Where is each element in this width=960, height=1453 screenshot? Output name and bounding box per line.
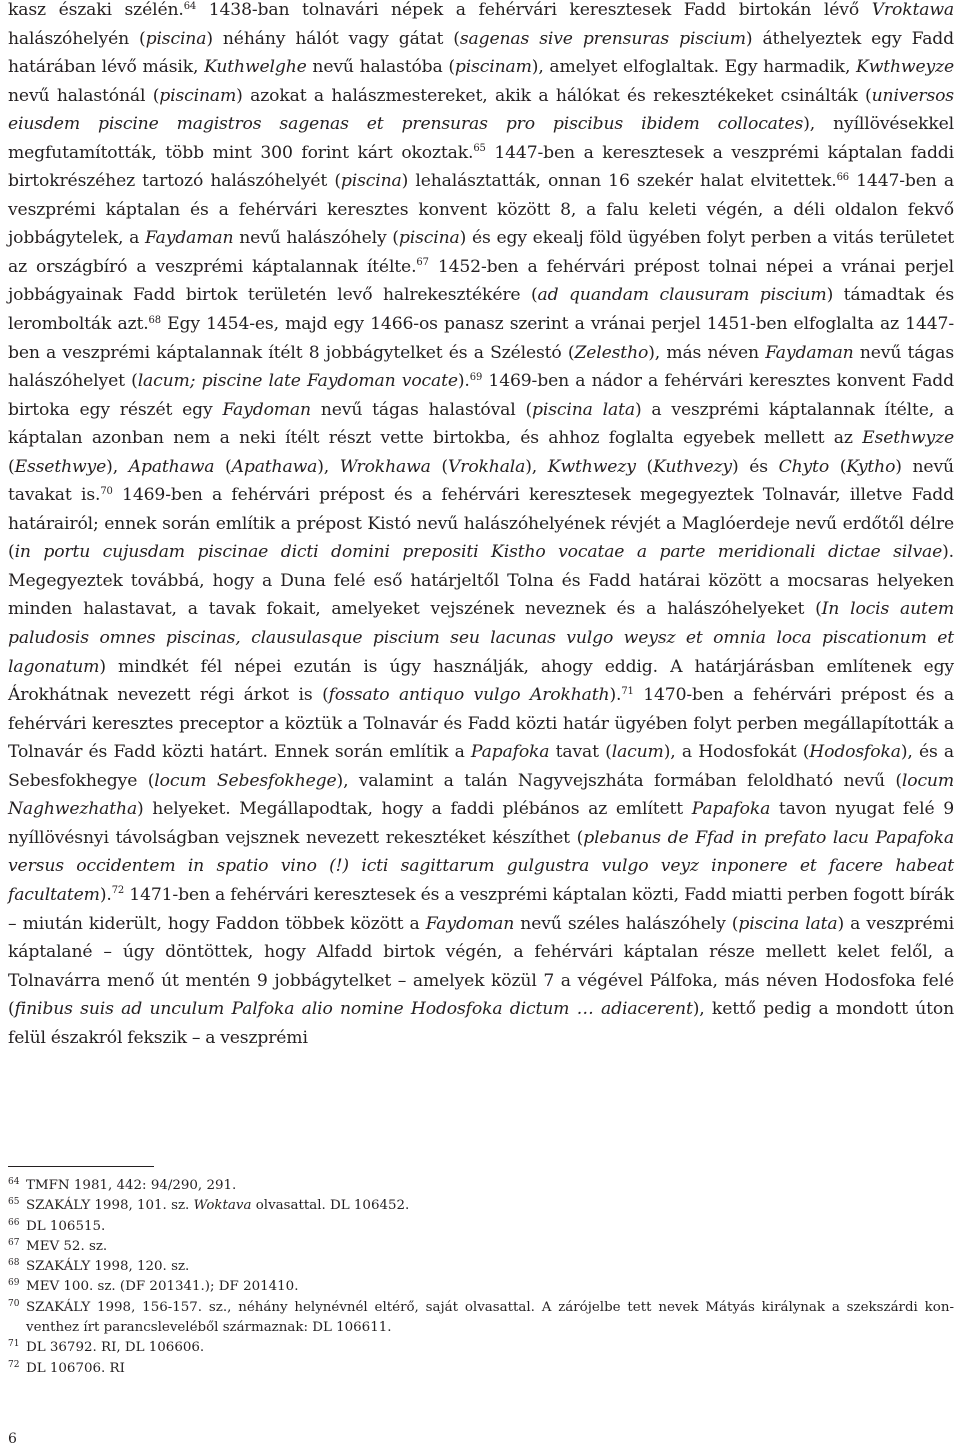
text-run: ) mindkét fél népei ezután is úgy használják, ahogy eddig. A határjárásban említenek egy Árokhátnak nevezett régi árkot is (	[8, 656, 954, 706]
italic-text: finibus suis ad unculum Palfoka alio nomine Hodosfoka dictum … adiacerent	[14, 999, 693, 1020]
italic-text: in portu cujusdam piscinae dicti domini prepositi Kistho vocatae a parte meridionali dictae silvae	[14, 542, 943, 563]
italic-text: Apathawa	[231, 456, 318, 477]
italic-text: Kuthwelghe	[204, 57, 307, 78]
footnote-number: 71	[8, 1339, 20, 1350]
text-run: (	[8, 456, 15, 477]
italic-text: Papafoka	[470, 742, 550, 763]
italic-text: Kytho	[846, 456, 896, 477]
italic-text: Faydaman	[145, 228, 234, 249]
text-run: ) néhány hálót vagy gátat (	[206, 28, 460, 49]
footnote-ref: 71	[621, 685, 634, 697]
text-run: ), amelyet elfoglaltak. Egy harmadik,	[531, 57, 856, 78]
italic-text: plebanus de Ffad in prefato lacu Papafoka versus occidentem in spatio vino (!) icti sagittarum gulgustra vulgo veyz inponere et facere habeat facultatem	[8, 827, 954, 905]
italic-text: piscinam	[159, 85, 237, 106]
italic-text: Faydaman	[765, 342, 854, 363]
italic-text: fossato antiquo vulgo Arokhath	[328, 685, 610, 706]
italic-text: Chyto	[778, 456, 830, 477]
text-run: ).	[99, 884, 112, 905]
text-run: tavon nyugat felé 9 nyíllövésnyi távolságban vejsznek nevezett rekesztéket készíthet (	[8, 799, 954, 848]
text-run: DL 106706. RI	[26, 1360, 125, 1376]
italic-text: universos eiusdem piscine magistros sagenas et prensuras pro piscibus ibidem collocates	[8, 85, 954, 135]
footnote-ref: 72	[111, 885, 125, 897]
text-run: ) és	[731, 456, 779, 477]
text-run: kasz északi szélén.	[8, 0, 184, 20]
text-run: ) nevű tavakat is.	[8, 456, 954, 506]
italic-text: piscina lata	[532, 399, 635, 420]
text-run: DL 106515.	[26, 1218, 106, 1234]
footnote-number: 69	[8, 1278, 20, 1289]
page-number: 6	[8, 1431, 17, 1447]
italic-text: Papafoka	[691, 799, 771, 820]
footnote-ref: 68	[148, 314, 161, 326]
text-run: nevű halászóhely (	[233, 228, 399, 249]
text-run: nevű halastóba (	[306, 57, 455, 78]
italic-text: In locis autem paludosis omnes piscinas, clausulasque piscium seu lacunas vulgo weysz et omnia loca piscationum et lagonatum	[8, 599, 954, 677]
italic-text: Vrokhala	[447, 456, 526, 477]
text-run: ). Megegyeztek továbbá, hogy a Duna felé eső határjeltől Tolna és Fadd határai között a mocsaras helyeken minden halastavat, a tavak fokait, amelyeket vejszének neveznek és a halászóhelyeket (	[8, 542, 954, 620]
text-run: Egy 1454-es, majd egy 1466-os panasz szerint a vránai perjel 1451-ben elfoglalta az 1447-ben a veszprémi káptalannak ítélt 8 jobbágytelket és a Szélestó (	[8, 314, 954, 363]
text-run: ) a veszprémi káptalané – úgy döntöttek, hogy Alfadd birtok végén, a fehérvári káptalan része mellett kelet felől, a Tolnavárra menő út mentén 9 jobbágytelket – amelyek közül 7 a végével Pálfoka, más néven Hodosfoka felé (	[8, 913, 954, 1020]
text-run: (	[829, 456, 847, 477]
text-run: ) áthelyeztek egy Fadd határában lévő másik,	[8, 28, 954, 78]
italic-text: locum Naghwezhatha	[8, 770, 954, 820]
italic-text: Faydoman	[222, 399, 311, 420]
footnote-separator	[8, 1166, 154, 1167]
text-run: (	[635, 456, 654, 477]
italic-text: Woktava	[193, 1198, 252, 1214]
text-run: DL 36792. RI, DL 106606.	[26, 1340, 205, 1356]
footnote-65	[8, 1196, 954, 1216]
footnote-number: 67	[8, 1237, 20, 1248]
text-run: MEV 100. sz. (DF 201341.); DF 201410.	[26, 1279, 299, 1295]
footnote-69	[8, 1277, 954, 1297]
text-run: ).	[609, 685, 622, 706]
text-run: ) a veszprémi káptalannak ítélte, a káptalan azonban nem a neki ítélt részt vette birtokba, és ahhoz foglalta egyebek mellett az	[8, 399, 955, 449]
text-run: ) támadtak és lerombolták azt.	[8, 285, 954, 335]
text-run: SZAKÁLY 1998, 120. sz.	[26, 1259, 190, 1275]
text-run: (	[214, 456, 232, 477]
italic-text: Kwthwezy	[547, 456, 636, 477]
italic-text: piscina	[340, 171, 402, 192]
italic-text: Apathawa	[128, 456, 215, 477]
text-run: ), nyíllövésekkel megfutamították, több mint 300 forint kárt okoztak.	[8, 114, 954, 163]
italic-text: piscina	[145, 28, 207, 49]
text-run: ) azokat a halászmestereket, akik a hálókat és rekesztékeket csinálták (	[236, 85, 872, 106]
footnotes	[8, 1176, 954, 1379]
italic-text: Wrokhawa	[339, 456, 431, 477]
footnote-68	[8, 1257, 954, 1277]
text-run: SZAKÁLY 1998, 101. sz.	[26, 1198, 194, 1214]
text-run: ), és a Sebesfokhegye (	[8, 742, 954, 791]
text-run: MEV 52. sz.	[26, 1238, 108, 1254]
footnote-number: 68	[8, 1258, 20, 1269]
text-run: 1469-ben a nádor a fehérvári keresztes konvent Fadd birtoka egy részét egy	[8, 371, 954, 420]
text-run: 1438-ban tolnavári népek a fehérvári keresztesek Fadd birtokán lévő	[196, 0, 872, 20]
text-run: SZAKÁLY 1998, 156-157. sz., néhány helynévnél eltérő, saját olvasattal. A zárójelbe tett nevek Mátyás királynak a szekszárdi konventhez írt parancsleveléből származnak: DL 106611.	[26, 1299, 954, 1336]
italic-text: piscina	[398, 228, 460, 249]
text-run: 1447-ben a keresztesek a veszprémi káptalan faddi birtokrészéhez tartozó halászóhelyét (	[8, 142, 955, 192]
text-run: ), a Hodosfokát (	[663, 742, 810, 763]
italic-text: Faydoman	[425, 913, 515, 934]
footnote-ref: 64	[183, 0, 197, 12]
text-run: ), más néven	[648, 342, 766, 363]
footnote-71	[8, 1338, 954, 1358]
italic-text: Vroktawa	[871, 0, 954, 20]
text-run: halászóhelyén (	[8, 28, 146, 49]
footnote-67	[8, 1237, 954, 1257]
italic-text: Kuthvezy	[653, 456, 732, 477]
footnote-number: 64	[8, 1177, 20, 1187]
italic-text: piscinam	[454, 57, 532, 78]
footnote-72	[8, 1359, 954, 1379]
text-run: ), kettő pedig a mondott úton felül északról fekszik – a veszprémi	[8, 999, 954, 1048]
text-run: ),	[106, 456, 129, 477]
text-run: 1470-ben a fehérvári prépost és a fehérvári keresztes preceptor a köztük a Tolnavár és Fadd közti határ ügyében folyt perben megállapították a Tolnavár és Fadd közti határt. Ennek során említik a	[8, 685, 955, 763]
italic-text: lacum	[611, 742, 664, 763]
text-run: TMFN 1981, 442: 94/290, 291.	[26, 1178, 237, 1193]
text-run: olvasattal. DL 106452.	[251, 1198, 410, 1214]
text-run: ) lehalásztatták, onnan 16 szekér halat elvitettek.	[401, 171, 837, 192]
text-run: ),	[317, 456, 340, 477]
text-run: 1452-ben a fehérvári prépost tolnai népei a vránai perjel jobbágyainak Fadd birtok területén levő halrekesztékére (	[8, 256, 954, 306]
text-run: ),	[525, 456, 548, 477]
text-run: nevű tágas halastóval (	[310, 399, 533, 420]
text-run: 1471-ben a fehérvári keresztesek és a veszprémi káptalan közti, Fadd miatti perben fogott bírák – miután kiderült, hogy Faddon többek között a	[8, 884, 954, 934]
italic-text: Kwthweyze	[856, 57, 954, 78]
footnote-ref: 66	[836, 171, 849, 183]
text-run: nevű tágas halászóhelyet (	[8, 342, 955, 392]
italic-text: piscina lata	[738, 913, 838, 934]
body-paragraph	[8, 0, 954, 1052]
italic-text: lacum; piscine late Faydoman vocate	[137, 371, 458, 392]
text-run: 1447-ben a veszprémi káptalan és a fehérvári keresztes konvent között 8, a falu keleti végén, a déli oldalon fekvő jobbágytelek, a	[8, 171, 954, 249]
footnote-number: 65	[8, 1197, 20, 1208]
footnote-number: 70	[8, 1298, 20, 1309]
footnote-ref: 67	[416, 257, 429, 269]
text-run: tavat (	[549, 742, 612, 763]
footnote-number: 66	[8, 1217, 20, 1228]
footnote-66	[8, 1217, 954, 1237]
footnote-ref: 70	[100, 485, 113, 497]
text-run: (	[430, 456, 448, 477]
italic-text: locum Sebesfokhege	[154, 770, 337, 791]
text-run: ).	[457, 371, 470, 392]
footnote-70	[8, 1298, 954, 1339]
italic-text: Essethwye	[14, 456, 107, 477]
text-run: ), valamint a talán Nagyvejszháta formában feloldható nevű (	[336, 770, 902, 791]
text-run: 1469-ben a fehérvári prépost és a fehérvári keresztesek megegyeztek Tolnavár, illetve Fadd határairól; ennek során említik a prépost Kistó nevű halászóhelyének révjét a Maglóerdeje nevű erdőtől délre (	[8, 485, 954, 563]
text-run: ) és egy ekealj föld ügyében folyt perben a vitás területet az országbíró a veszprémi káptalannak ítélte.	[8, 228, 954, 277]
italic-text: sagenas sive prensuras piscium	[459, 28, 746, 49]
text-run: nevű széles halászóhely (	[514, 913, 739, 934]
italic-text: Hodosfoka	[809, 742, 901, 763]
footnote-ref: 65	[473, 143, 486, 155]
text-run: ) helyeket. Megállapodtak, hogy a faddi plébános az említett	[137, 799, 692, 820]
text-run: nevű halastónál (	[8, 85, 160, 106]
italic-text: Esethwyze	[862, 428, 954, 449]
footnote-ref: 69	[469, 371, 483, 383]
footnote-number: 72	[8, 1359, 20, 1370]
footnote-64	[8, 1176, 954, 1196]
italic-text: ad quandam clausuram piscium	[537, 285, 827, 306]
italic-text: Zelestho	[574, 342, 649, 363]
